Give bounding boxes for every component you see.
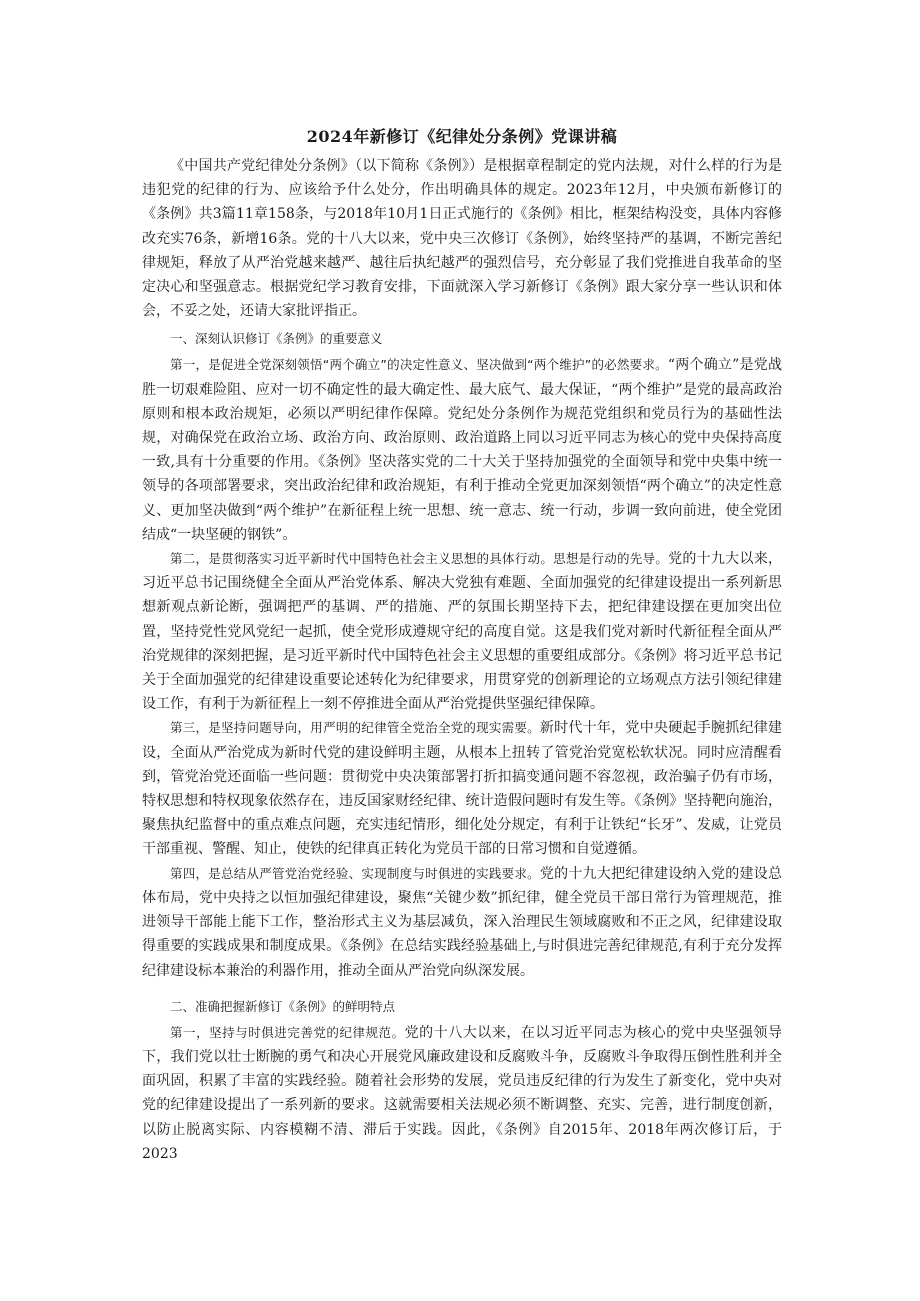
section2-paragraph-1-lead: 第一，坚持与时俱进完善党的纪律规范。 — [170, 1024, 405, 1040]
section-heading-1: 一、深刻认识修订《条例》的重要意义 — [170, 331, 383, 347]
document-page — [142, 126, 782, 1166]
section1-paragraph-3-body: 新时代十年，党中央硬起手腕抓纪律建设，全面从严治党成为新时代党的建设鲜明主题，从根本上扭转了管党治党宽松软状况。同时应清醒看到，管党治党还面临一些问题：贯彻党中央决策部署打折扣搞变通问题不容忽视，政治骗子仍有市场，特权思想和特权现象依然存在，违反国家财经纪律、统计造假问题时有发生等。《条例》坚持靶向施治，聚焦执纪监督中的重点难点问题，充实违纪情形，细化处分规定，有利于让铁纪“长牙”、发威，让党员干部重视、警醒、知止，使铁的纪律真正转化为党员干部的日常习惯和自觉遵循。 — [142, 720, 782, 858]
section1-paragraph-3-lead: 第三，是坚持问题导向，用严明的纪律管全党治全党的现实需要。 — [170, 720, 540, 736]
section1-paragraph-3 — [142, 716, 782, 861]
section1-paragraph-2-lead: 第二，是贯彻落实习近平新时代中国特色社会主义思想的具体行动。思想是行动的先导。 — [170, 551, 669, 567]
section1-paragraph-1 — [142, 353, 782, 547]
section-spacer — [142, 983, 782, 991]
section1-paragraph-4 — [142, 862, 782, 983]
section2-paragraph-1 — [142, 1021, 782, 1166]
section-heading-2: 二、准确把握新修订《条例》的鲜明特点 — [170, 998, 396, 1014]
section2-paragraph-1-body: 党的十八大以来，在以习近平同志为核心的党中央坚强领导下，我们党以壮士断腕的勇气和决心开展党风廉政建设和反腐败斗争，反腐败斗争取得压倒性胜利并全面巩固，积累了丰富的实践经验。随着社会形势的发展，党员违反纪律的行为发生了新变化，党中央对党的纪律建设提出了一系列新的要求。这就需要相关法规必须不断调整、充实、完善，进行制度创新，以防止脱离实际、内容模糊不清、滞后于实践。因此，《条例》自2015年、2018年两次修订后，于2023 — [142, 1024, 782, 1162]
section1-paragraph-4-lead: 第四，是总结从严管党治党经验、实现制度与时俱进的实践要求。 — [170, 865, 540, 881]
intro-paragraph: 《中国共产党纪律处分条例》（以下简称《条例》）是根据章程制定的党内法规，对什么样的行为是违犯党的纪律的行为、应该给予什么处分，作出明确具体的规定。2023年12月，中央颁布新修订的《条例》共3篇11章158条，与2018年10月1日正式施行的《条例》相比，框架结构没变，具体内容修改充实76条，新增16条。党的十八大以来，党中央三次修订《条例》，始终坚持严的基调，不断完善纪律规矩，释放了从严治党越来越严、越往后执纪越严的强烈信号，充分彰显了我们党推进自我革命的坚定决心和坚强意志。根据党纪学习教育安排，下面就深入学习新修订《条例》跟大家分享一些认识和体会，不妥之处，还请大家批评指正。 — [142, 158, 782, 320]
section1-paragraph-1-lead: 第一，是促进全党深刻领悟“两个确立”的决定性意义、坚决做到“两个维护”的必然要求。 — [170, 357, 668, 373]
section1-paragraph-2 — [142, 547, 782, 716]
document-title: 2024年新修订《纪律处分条例》党课讲稿 — [306, 127, 618, 146]
section1-paragraph-2-body: 党的十九大以来，习近平总书记围绕健全全面从严治党体系、解决大党独有难题、全面加强党的纪律建设提出一系列新思想新观点新论断，强调把严的基调、严的措施、严的氛围长期坚持下去，把纪律建设摆在更加突出位置，坚持党性党风党纪一起抓，使全党形成遵规守纪的高度自觉。这是我们党对新时代新征程全面从严治党规律的深刻把握，是习近平新时代中国特色社会主义思想的重要组成部分。《条例》将习近平总书记关于全面加强党的纪律建设重要论述转化为纪律要求，用贯穿党的创新理论的立场观点方法引领纪律建设工作，有利于为新征程上一刻不停推进全面从严治党提供坚强纪律保障。 — [142, 551, 782, 713]
section1-paragraph-4-body: 党的十九大把纪律建设纳入党的建设总体布局，党中央持之以恒加强纪律建设，聚焦“关键少数”抓纪律，健全党员干部日常行为管理规范，推进领导干部能上能下工作，整治形式主义为基层减负，深入治理民生领域腐败和不正之风，纪律建设取得重要的实践成果和制度成果。《条例》在总结实践经验基础上,与时俱进完善纪律规范,有利于充分发挥纪律建设标本兼治的利器作用，推动全面从严治党向纵深发展。 — [142, 865, 782, 979]
section1-paragraph-1-body: “两个确立”是党战胜一切艰难险阻、应对一切不确定性的最大确定性、最大底气、最大保证，“两个维护”是党的最高政治原则和根本政治规矩，必须以严明纪律作保障。党纪处分条例作为规范党组织和党员行为的基础性法规，对确保党在政治立场、政治方向、政治原则、政治道路上同以习近平同志为核心的党中央保持高度一致,具有十分重要的作用。《条例》坚决落实党的二十大关于坚持加强党的全面领导和党中央集中统一领导的各项部署要求，突出政治纪律和政治规矩，有利于推动全党更加深刻领悟“两个确立”的决定性意义、更加坚决做到“两个维护”在新征程上统一思想、统一意志、统一行动，步调一致向前进，使全党团结成“一块坚硬的钢铁”。 — [142, 357, 782, 543]
